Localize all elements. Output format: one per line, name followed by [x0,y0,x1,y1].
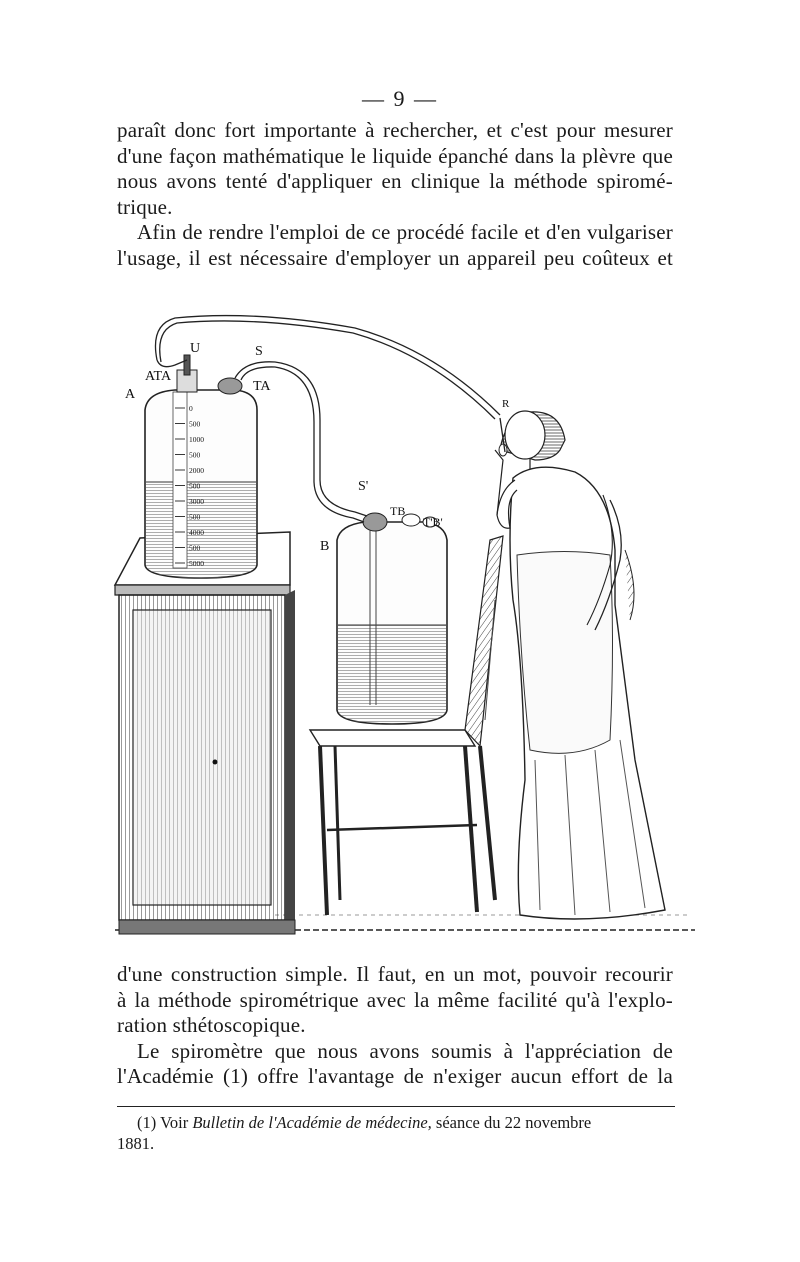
text-line: Afin de rendre l'emploi de ce procédé facile et d'en vulgariser [137,220,673,244]
page-number: — 9 — [362,86,438,111]
label-ta: TA [253,379,271,394]
footnote-year: 1881. [117,1134,155,1153]
scale-label: 500 [189,419,201,429]
label-ata: ATA [145,369,172,384]
text-line: d'une façon mathématique le liquide épanché dans la plèvre que [117,143,673,168]
bottom-text-block [117,962,673,1090]
scale-label: 1000 [189,435,204,444]
text-line: nous avons tenté d'appliquer en clinique la méthode spiromé- [117,169,673,193]
label-a: A [125,387,136,402]
scale-label: 500 [189,543,201,553]
text-line: Le spiromètre que nous avons soumis à l'appréciation de [137,1038,673,1063]
text-line: à la méthode spirométrique avec la même facilité qu'à l'explo- [117,987,673,1012]
footnote-rest: séance du 22 novembre [435,1113,592,1132]
spirometer-illustration [105,300,695,950]
top-text-block [117,118,673,271]
footnote [117,1112,673,1154]
footnote-journal: Bulletin de l'Académie de médecine, [192,1113,432,1132]
scale-label: 0 [189,404,193,413]
scale-label: 3000 [189,497,204,506]
label-b: B [320,539,330,554]
scale-label: 4000 [189,528,204,537]
cabinet [115,532,295,934]
label-tb: TB [390,504,406,518]
text-line: ration sthétoscopique. [117,1013,306,1037]
scale-label: 500 [189,481,201,491]
jar-a [145,355,257,578]
footnote-marker: (1) Voir [137,1113,189,1132]
scale-label: 2000 [189,466,204,475]
text-line: trique. [117,194,173,219]
scale-label: 500 [189,450,201,460]
label-tbprime: T'B' [423,515,443,529]
scale-label: 5000 [189,559,204,568]
label-s: S [255,344,263,359]
text-line: paraît donc fort importante à rechercher, et c'est pour mesurer [117,118,673,142]
jar-b [337,513,447,724]
label-u: U [190,341,201,356]
text-line: d'une construction simple. Il faut, en un mot, pouvoir recourir [117,962,673,986]
footnote-rule [117,1106,675,1107]
scale-label: 500 [189,512,201,522]
label-r: R [502,398,510,410]
woman-figure [495,411,665,919]
text-line: l'Académie (1) offre l'avantage de n'exiger aucun effort de la [117,1064,673,1088]
label-s-prime: S' [358,479,369,494]
text-line: l'usage, il est nécessaire d'employer un appareil peu coûteux et [117,245,673,270]
